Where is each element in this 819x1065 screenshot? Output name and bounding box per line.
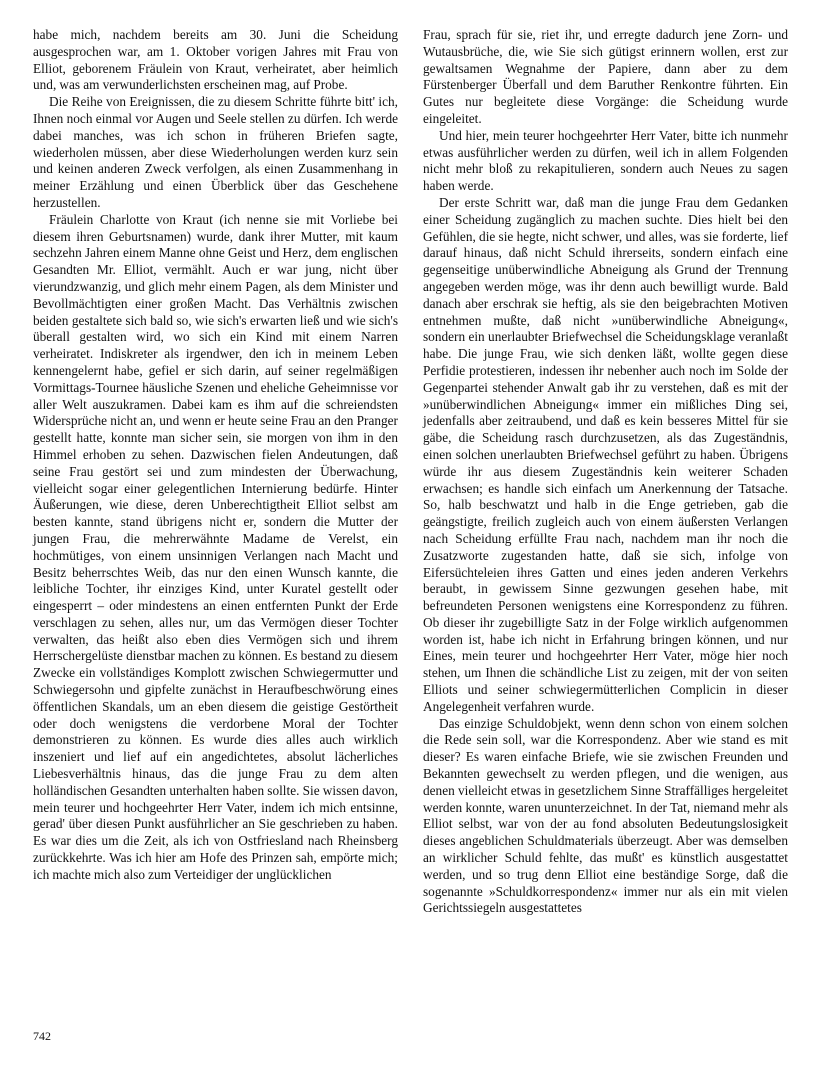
page-number: 742 bbox=[33, 1029, 51, 1043]
paragraph: Frau, sprach für sie, riet ihr, und erregte dadurch jene Zorn- und Wutausbrüche, die, wie Sie sich gütigst erinnern wollen, erst zur gewaltsamen Wegnahme der Papiere, dann aber zu dem Fürstenberger Überfall und dem Baruther Renkontre führten. Ein Gutes nur begleitete diese Vorgänge: die Scheidung wurde eingeleitet. bbox=[423, 27, 788, 126]
paragraph: Fräulein Charlotte von Kraut (ich nenne sie mit Vorliebe bei diesem ihren Geburtsnamen) wurde, dank ihrer Mutter, mit kaum sechzehn Jahren einem Manne ohne Geist und Herz, dem englischen Gesandten Mr. Elliot, vermählt. Auch er war jung, nicht über vierundzwanzig, und glich mehr einem Pagen, als dem Minister und Bevollmächtigten einer großen Macht. Das Verhältnis zwischen beiden gestaltete sich bald so, wie sich's erwarten ließ und wie sich's überall gestalten wird, wo sich ein Kind mit einem Narren verheiratet. Indiskreter als irgendwer, den ich in meinem Leben kennengelernt habe, gefiel er sich darin, auf seiner regelmäßigen Vormittags-Tournee häusliche Szenen und eheliche Geheimnisse vor aller Welt auszukramen. Dabei kam es ihm auf die schreiendsten Widersprüche nicht an, und wenn er heute seine Frau an den Pranger gestellt hatte, konnte man sicher sein, sie morgen von ihm in den Himmel erhoben zu sehen. Dazwischen fielen Andeutungen, daß seine Frau gestört sei und zum mindesten der Überwachung, vielleicht sogar einer gelegentlichen Internierung bedürfe. Hinter Äußerungen, wie diese, deren Unberechtigtheit Elliot selbst am besten kannte, stand übrigens nicht er, sondern die Mutter der jungen Frau, die mehrerwähnte Madame de Verelst, ein hochmütiges, von einem unsinnigen Verlangen nach Macht und Besitz beherrschtes Weib, das nur den einen Wunsch kannte, die leibliche Tochter, ihr einziges Kind, unter Kuratel gestellt oder eingesperrt – oder mindestens an einen entfernten Punkt der Erde verschlagen zu sehen, alles nur, um das Vermögen dieser Tochter verwalten, das heißt also eben dies Vermögen sich und ihrem Herrschergelüste dienstbar machen zu können. Es bestand zu diesem Zwecke ein vollständiges Komplott zwischen Schwiegermutter und Schwiegersohn und gipfelte zunächst in Heraufbeschwörung eines öffentlichen Skandals, um an eben diesem die geistige Gestörtheit oder doch wenigstens die verdorbene Moral der Tochter demonstrieren zu können. Es wurde dies alles auch wirklich inszeniert und lief auf ein angedichtetes, absolut lächerliches Liebesverhältnis hinaus, das die junge Frau zu dem alten holländischen Gesandten unterhalten haben sollte. Sie wissen davon, mein teurer und hochgeehrter Herr Vater, indem ich mich entsinne, gerad' über diesen Punkt ausführlicher an Sie geschrieben zu haben. Es war dies um die Zeit, als ich von Ostfriesland nach Rheinsberg zurückkehrte. Was ich hier am Hofe des Prinzen sah, empörte mich; ich machte mich also zum Verteidiger der unglücklichen bbox=[33, 211, 398, 882]
two-column-text-block bbox=[33, 27, 788, 917]
paragraph: Und hier, mein teurer hochgeehrter Herr Vater, bitte ich nunmehr etwas ausführlicher werden zu dürfen, weil ich in allem Folgenden nicht mehr bloß zu rekapitulieren, sondern auch Neues zu sagen haben werde. bbox=[423, 127, 788, 194]
book-page bbox=[33, 27, 788, 1065]
paragraph: habe mich, nachdem bereits am 30. Juni die Scheidung ausgesprochen war, am 1. Oktober vorigen Jahres mit Frau von Elliot, geborenem Fräulein von Kraut, verheiratet, aber heimlich und, was am verwunderlichsten erscheinen mag, auf Probe. bbox=[33, 27, 398, 93]
paragraph: Das einzige Schuldobjekt, wenn denn schon von einem solchen die Rede sein soll, war die Korrespondenz. Aber wie stand es mit dieser? Es waren einfache Briefe, wie sie zwischen Freunden und Bekannten gewechselt zu werden pflegen, und die wenigen, aus denen vielleicht etwas in gesetzlichem Sinne Straffälliges hergeleitet werden konnte, waren ununterzeichnet. In der Tat, niemand mehr als Elliot selbst, war von der au fond absoluten Bedeutungslosigkeit dieses angeblichen Schuldmaterials überzeugt. Aber was demselben an wirklicher Schuld fehlte, das mußt' es künstlich ausgestattet werden, und so trug denn Elliot eine beständige Sorge, daß die sogenannte »Schuldkorrespondenz« immer nur als ein mit vielen Gerichtssiegeln ausgestattetes bbox=[423, 715, 788, 916]
paragraph: Die Reihe von Ereignissen, die zu diesem Schritte führte bitt' ich, Ihnen noch einmal vor Augen und Seele stellen zu dürfen. Ich werde dabei manches, was ich schon in früheren Briefen sagte, wiederholen müssen, aber diese Wiederholungen werden kurz sein und keinen anderen Zweck verfolgen, als einen Zusammenhang in meiner Erzählung und einen Überblick über das Geschehene herzustellen. bbox=[33, 94, 398, 210]
text-column-right bbox=[423, 27, 788, 917]
text-column-left bbox=[33, 27, 398, 884]
paragraph: Der erste Schritt war, daß man die junge Frau dem Gedanken einer Scheidung zugänglich zu machen suchte. Dies hielt bei den Gefühlen, die sie hegte, nicht schwer, und alles, was sie forderte, lief darauf hinaus, daß nicht Schuld ihrerseits, sondern einfach eine gegenseitige unüberwindliche Abneigung als Grund der Trennung angegeben werden möge, was ihr denn auch bewilligt wurde. Bald danach aber erschrak sie heftig, als sie den beigebrachten Motiven entnehmen mußte, daß nicht »unüberwindliche Abneigung«, sondern ein unerlaubter Briefwechsel die Scheidungsklage veranlaßt habe. Die junge Frau, wie sich denken läßt, wollte gegen diese Perfidie protestieren, indessen ihr nebenher auch noch im Solde der Gegenpartei stehender Anwalt gab ihr zu verstehen, daß es mit der »unüberwindlichen Abneigung« immer ein mißliches Ding sei, jedenfalls aber zeitraubend, und daß es kein besseres Mittel für sie gäbe, die Scheidung rasch durchzusetzen, als das Zugeständnis, einen solchen unerlaubten Briefwechsel geführt zu haben. Übrigens würde ihr aus diesem Zugeständnis kein weiterer Schaden erwachsen; es handle sich einfach um Anerkennung der Tatsache. So, halb beschwatzt und halb in die Enge getrieben, gab die geängstigte, freilich zugleich auch von einem äußersten Verlangen nach Scheidung erfüllte Frau nach, nachdem man ihr noch die Zusatzworte zugestanden hatte, daß sie sich, infolge von Eifersüchteleien ihres Gatten und eines jeden anderen Verkehrs beraubt, in gewissem Sinne gezwungen gesehen habe, mit befreundeten Personen wenigstens eine Korrespondenz zu führen. Ob dieser ihr zugebilligte Satz in der Folge wirklich aufgenommen worden ist, habe ich nicht in Erfahrung bringen können, und nur Eines, mein teurer und hochgeehrter Herr Vater, möge hier noch stehen, um Ihnen die schändliche List zu zeigen, mit der von seiten Elliots und seiner schwiegermütterlichen Complicin in dieser Angelegenheit verfahren wurde. bbox=[423, 194, 788, 714]
